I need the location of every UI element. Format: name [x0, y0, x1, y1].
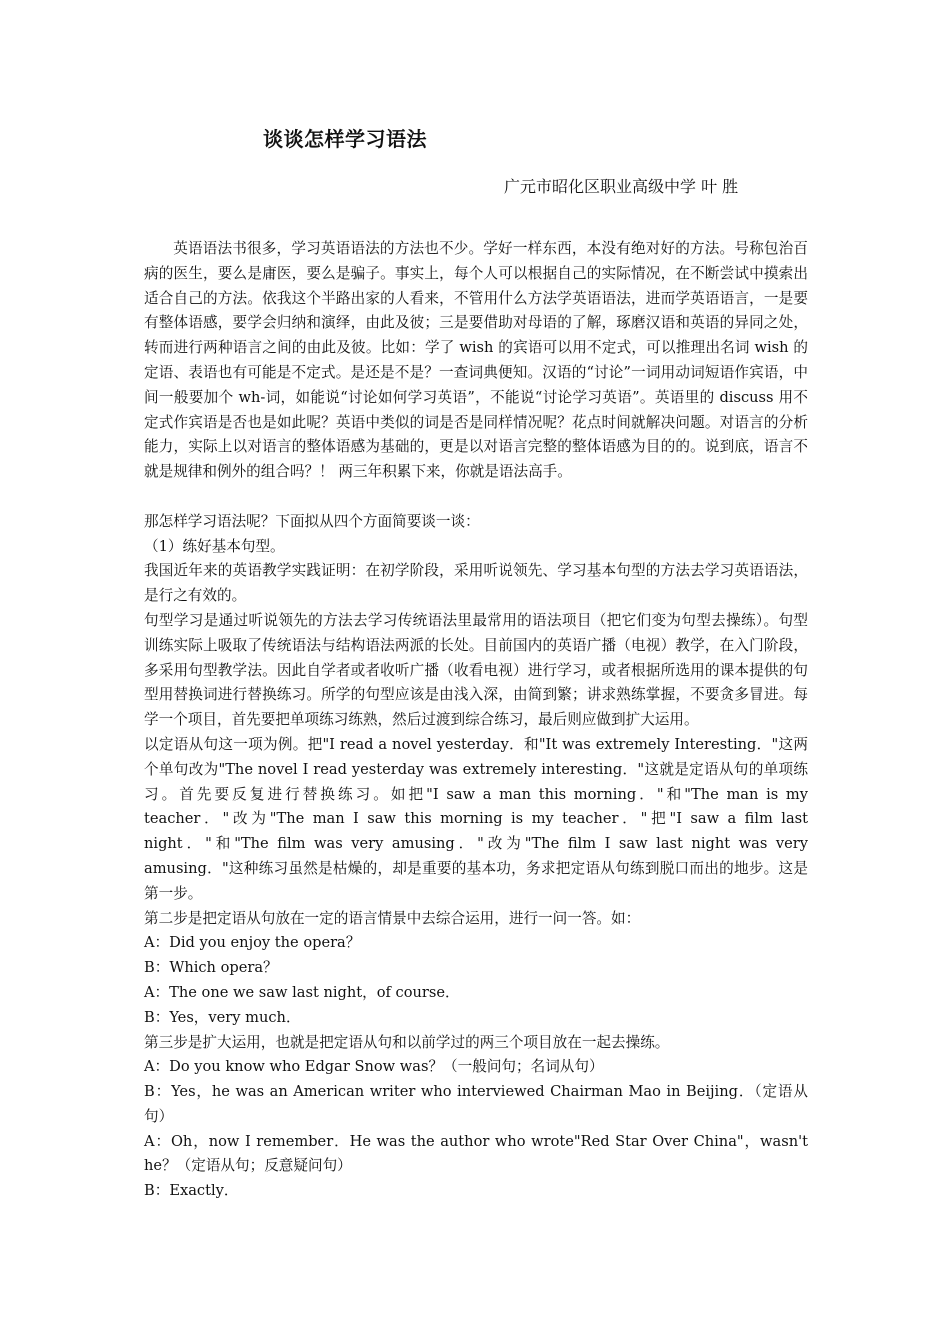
paragraph-gap: [144, 485, 808, 510]
author-line: 广元市昭化区职业高级中学 叶 胜: [504, 177, 739, 196]
article-body: [144, 237, 808, 1204]
paragraph: 第三步是扩大运用，也就是把定语从句和以前学过的两三个项目放在一起去操练。: [144, 1033, 670, 1051]
paragraph: 以定语从句这一项为例。把"I read a novel yesterday．和"It was extremely Interesting．"这两个单句改为"The novel I read yesterday was extremely interesting．"这就是定语从句的单项练习。首先要反复进行替换练习。如把"I saw a man this morning．"和"The man is my teacher．"改为"The man I saw this morning is my teacher．"把"I saw a film last night．"和"The film was very amusing．"改为"The film I saw last night was very amusing．"这种练习虽然是枯燥的，却是重要的基本功，务求把定语从句练到脱口而出的地步。这是第一步。: [144, 735, 808, 902]
dialogue-line: A：Do you know who Edgar Snow was？（一般问句；名词从句）: [144, 1058, 604, 1076]
dialogue-line: B：Which opera？: [144, 959, 278, 977]
dialogue-line: B：Yes，very much．: [144, 1008, 301, 1026]
paragraph: 我国近年来的英语教学实践证明：在初学阶段，采用听说领先、学习基本句型的方法去学习英语语法，是行之有效的。: [144, 562, 808, 605]
intro-paragraph: 英语语法书很多，学习英语语法的方法也不少。学好一样东西，本没有绝对好的方法。号称包治百病的医生，要么是庸医，要么是骗子。事实上，每个人可以根据自己的实际情况，在不断尝试中摸索出适合自己的方法。依我这个半路出家的人看来，不管用什么方法学英语语法，进而学英语语言，一是要有整体语感，要学会归纳和演绎，由此及彼；三是要借助对母语的了解，琢磨汉语和英语的异同之处，转而进行两种语言之间的由此及彼。比如：学了 wish 的宾语可以用不定式，可以推理出名词 wish 的定语、表语也有可能是不定式。是还是不是？一查词典便知。汉语的“讨论”一词用动词短语作宾语，中间一般要加个 wh-词，如能说“讨论如何学习英语”，不能说“讨论学习英语”。英语里的 discuss 用不定式作宾语是否也是如此呢？英语中类似的词是否是同样情况呢？花点时间就解决问题。对语言的分析能力，实际上以对语言的整体语感为基础的，更是以对语言完整的整体语感为目的的。说到底，语言不就是规律和例外的组合吗？！ 两三年积累下来，你就是语法高手。: [144, 240, 808, 481]
paragraph: 句型学习是通过听说领先的方法去学习传统语法里最常用的语法项目（把它们变为句型去操练）。句型训练实际上吸取了传统语法与结构语法两派的长处。目前国内的英语广播（电视）教学，在入门阶段，多采用句型教学法。因此自学者或者收听广播（收看电视）进行学习，或者根据所选用的课本提供的句型用替换词进行替换练习。所学的句型应该是由浅入深，由简到繁；讲求熟练掌握，不要贪多冒进。每学一个项目，首先要把单项练习练熟，然后过渡到综合练习，最后则应做到扩大运用。: [144, 611, 808, 729]
section-intro: 那怎样学习语法呢？下面拟从四个方面简要谈一谈：: [144, 512, 480, 530]
dialogue-line: A：Did you enjoy the opera？: [144, 934, 361, 952]
section-heading: （1）练好基本句型。: [144, 537, 285, 555]
page-title: 谈谈怎样学习语法: [263, 127, 427, 151]
dialogue-line: B：Yes，he was an American writer who interviewed Chairman Mao in Beijing．（定语从句）: [144, 1083, 808, 1125]
dialogue-line: A：Oh，now I remember．He was the author who wrote"Red Star Over China"，wasn't he？（定语从句；反意疑问句）: [144, 1132, 808, 1175]
dialogue-line: A：The one we saw last night，of course．: [144, 983, 460, 1001]
paragraph: 第二步是把定语从句放在一定的语言情景中去综合运用，进行一问一答。如：: [144, 909, 641, 927]
dialogue-line: B：Exactly．: [144, 1182, 239, 1200]
